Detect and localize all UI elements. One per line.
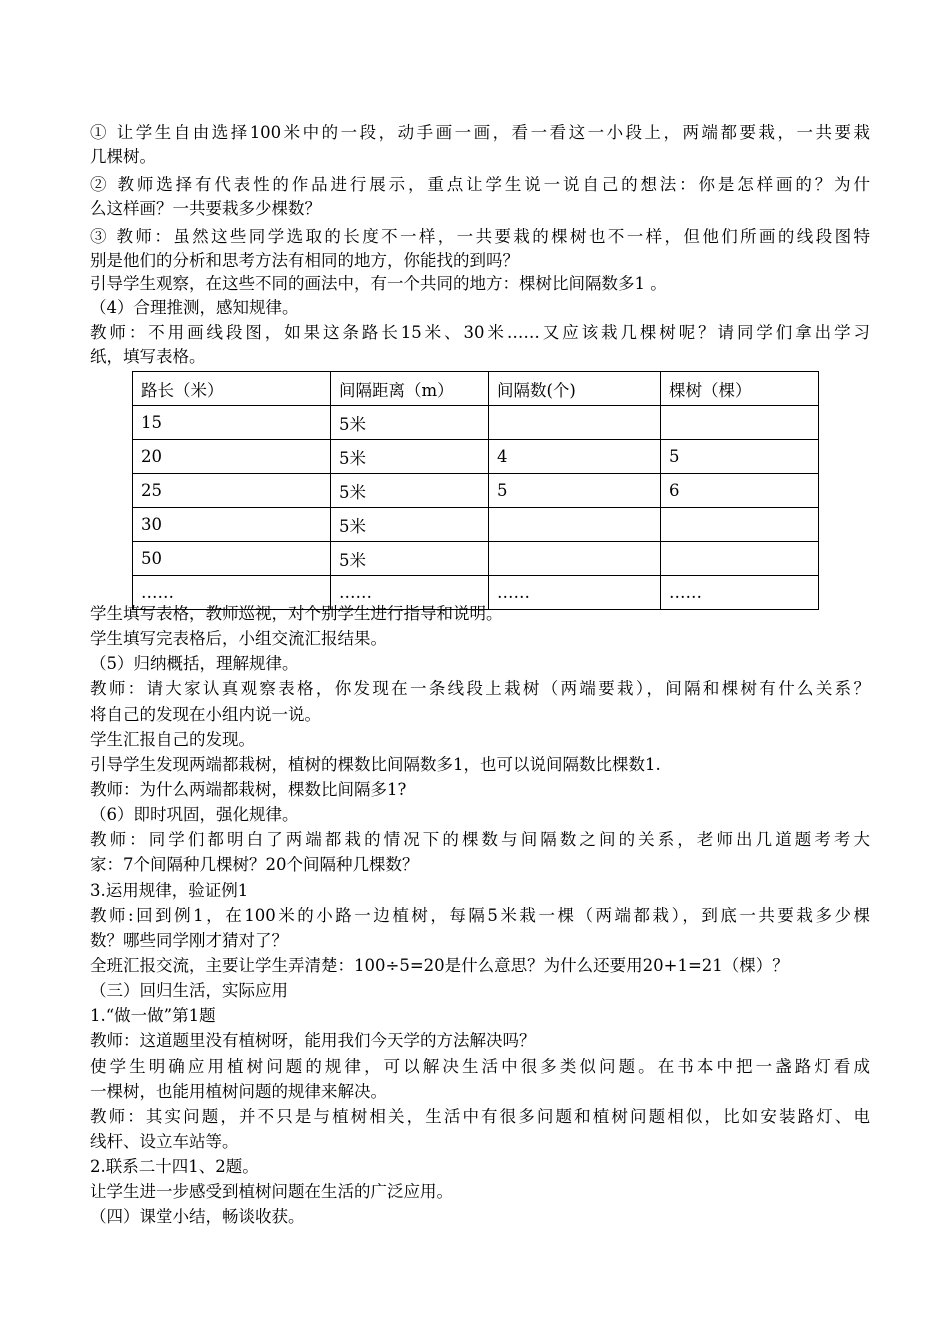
paragraph-line: 学生填写表格，教师巡视，对个别学生进行指导和说明。 — [90, 604, 503, 623]
paragraph-line: 学生汇报自己的发现。 — [90, 730, 255, 749]
section-heading: （4）合理推测，感知规律。 — [90, 298, 299, 317]
table-cell: 4 — [489, 440, 661, 474]
table-cell — [489, 508, 661, 542]
table-cell: 5米 — [331, 474, 489, 508]
table-cell: 6 — [661, 474, 819, 508]
paragraph-line: 家：7个间隔种几棵树？20个间隔种几棵数？ — [90, 855, 419, 874]
table-cell — [661, 406, 819, 440]
table-cell: 25 — [133, 474, 331, 508]
table-cell: 5米 — [331, 542, 489, 576]
paragraph-line: 教师：这道题里没有植树呀，能用我们今天学的方法解决吗？ — [90, 1031, 536, 1050]
table-cell: …… — [661, 576, 819, 610]
paragraph-line: 学生填写完表格后，小组交流汇报结果。 — [90, 629, 387, 648]
paragraph-line: 么这样画？一共要栽多少棵数？ — [90, 199, 321, 218]
section-heading: 3.运用规律，验证例1 — [90, 881, 249, 900]
paragraph-line: 教师：其实问题，并不只是与植树相关，生活中有很多问题和植树问题相似，比如安装路灯、电 — [90, 1107, 870, 1126]
paragraph-line: 几棵树。 — [90, 147, 156, 166]
section-heading: （四）课堂小结，畅谈收获。 — [90, 1207, 305, 1226]
paragraph-line: ① 让学生自由选择100米中的一段，动手画一画，看一看这一小段上，两端都要栽，一共要栽 — [90, 123, 870, 142]
table-cell — [489, 406, 661, 440]
column-header-interval-count: 间隔数(个) — [489, 372, 661, 406]
paragraph-line: 引导学生发现两端都栽树，植树的棵数比间隔数多1，也可以说间隔数比棵数1. — [90, 755, 661, 774]
paragraph-line: 让学生进一步感受到植树问题在生活的广泛应用。 — [90, 1182, 453, 1201]
table-row — [133, 406, 819, 440]
column-header-road-length: 路长（米） — [133, 372, 331, 406]
paragraph-line: 1.“做一做”第1题 — [90, 1006, 216, 1025]
paragraph-line: 2.联系二十四1、2题。 — [90, 1157, 259, 1176]
table-row — [133, 474, 819, 508]
table-cell: 50 — [133, 542, 331, 576]
paragraph-line: 教师：同学们都明白了两端都栽的情况下的棵数与间隔数之间的关系，老师出几道题考考大 — [90, 830, 870, 849]
table-cell: …… — [331, 576, 489, 610]
section-heading: （5）归纳概括，理解规律。 — [90, 654, 299, 673]
paragraph-line: 教师：为什么两端都栽树，棵数比间隔多1? — [90, 780, 407, 799]
paragraph-line: 使学生明确应用植树问题的规律，可以解决生活中很多类似问题。在书本中把一盏路灯看成 — [90, 1057, 870, 1076]
paragraph-line: 引导学生观察，在这些不同的画法中，有一个共同的地方：棵树比间隔数多1 。 — [90, 274, 667, 293]
table-cell — [661, 508, 819, 542]
paragraph-line: 别是他们的分析和思考方法有相同的地方，你能找的到吗？ — [90, 251, 519, 270]
table-cell: 5 — [489, 474, 661, 508]
table-cell: 15 — [133, 406, 331, 440]
table-cell — [489, 542, 661, 576]
paragraph-line: 将自己的发现在小组内说一说。 — [90, 705, 321, 724]
road-tree-table — [132, 371, 819, 610]
paragraph-line: 教师：不用画线段图，如果这条路长15米、30米……又应该栽几棵树呢？请同学们拿出学习 — [90, 323, 870, 342]
paragraph-line: 教师：请大家认真观察表格，你发现在一条线段上栽树（两端要栽），间隔和棵树有什么关系？ — [90, 679, 870, 698]
table-cell: 5米 — [331, 508, 489, 542]
section-heading: （6）即时巩固，强化规律。 — [90, 805, 299, 824]
table-cell: 20 — [133, 440, 331, 474]
table-row — [133, 542, 819, 576]
paragraph-line: 全班汇报交流，主要让学生弄清楚：100÷5=20是什么意思？为什么还要用20+1=21（棵）？ — [90, 956, 789, 975]
paragraph-line: 教师:回到例1，在100米的小路一边植树，每隔5米栽一棵（两端都栽），到底一共要栽多少棵 — [90, 906, 870, 925]
paragraph-line: 数？哪些同学刚才猜对了？ — [90, 931, 288, 950]
table-cell: 5米 — [331, 440, 489, 474]
paragraph-line: 线杆、设立车站等。 — [90, 1132, 239, 1151]
column-header-interval-distance: 间隔距离（m） — [331, 372, 489, 406]
table-cell: 5 — [661, 440, 819, 474]
table-cell: …… — [133, 576, 331, 610]
paragraph-line: 一棵树，也能用植树问题的规律来解决。 — [90, 1082, 387, 1101]
table-cell: 30 — [133, 508, 331, 542]
table-cell — [661, 542, 819, 576]
section-heading: （三）回归生活，实际应用 — [90, 981, 288, 1000]
column-header-tree-count: 棵树（棵） — [661, 372, 819, 406]
table-cell: 5米 — [331, 406, 489, 440]
table-row — [133, 440, 819, 474]
paragraph-line: 纸，填写表格。 — [90, 347, 206, 366]
paragraph-line: ② 教师选择有代表性的作品进行展示，重点让学生说一说自己的想法：你是怎样画的？为什 — [90, 175, 870, 194]
paragraph-line: ③ 教师：虽然这些同学选取的长度不一样，一共要栽的棵树也不一样，但他们所画的线段图特 — [90, 227, 870, 246]
table-row — [133, 508, 819, 542]
table-cell: …… — [489, 576, 661, 610]
table-header-row — [133, 372, 819, 406]
